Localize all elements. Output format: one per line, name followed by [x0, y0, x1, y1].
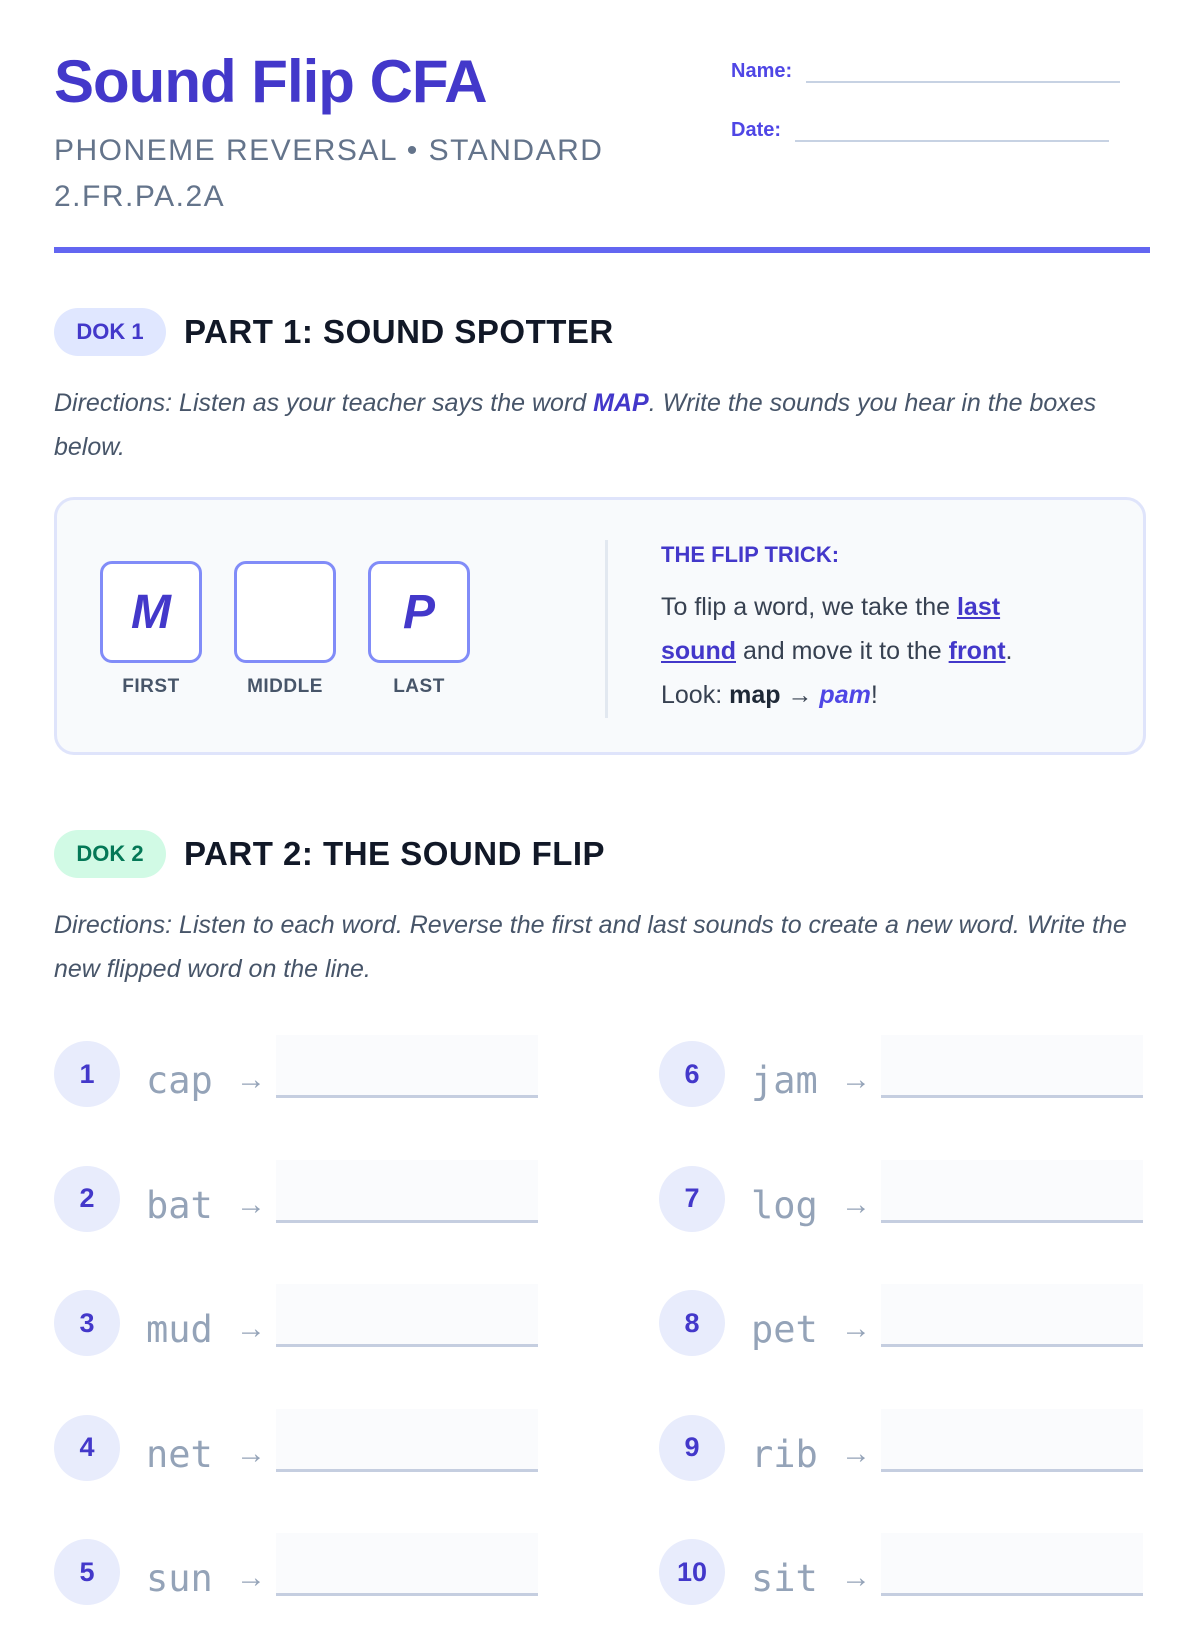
example-word: map: [729, 681, 781, 709]
item-number: 3: [54, 1290, 120, 1356]
page-title: Sound Flip CFA: [54, 48, 487, 115]
trick-last-sound: last sound: [661, 593, 1001, 665]
arrow-icon: →: [841, 1312, 871, 1345]
page-subtitle: PHONEME REVERSAL • STANDARD 2.FR.PA.2A: [54, 134, 604, 213]
answer-line[interactable]: [276, 1409, 538, 1472]
flip-item: [659, 1290, 1159, 1380]
part1-heading: [54, 308, 614, 356]
item-number: 10: [659, 1539, 725, 1605]
example-flipped-word: pam: [819, 681, 871, 709]
trick-text-3: .: [1005, 637, 1013, 665]
header-divider: [54, 247, 1150, 253]
item-word: sun: [146, 1557, 213, 1600]
arrow-icon: →: [236, 1561, 266, 1594]
flip-item: [659, 1539, 1159, 1629]
item-word: pet: [751, 1308, 818, 1351]
item-word: log: [751, 1183, 818, 1227]
arrow-icon: →: [236, 1436, 266, 1470]
part2-heading: [54, 830, 605, 878]
arrow-icon: →: [841, 1063, 871, 1096]
target-word: MAP: [593, 389, 649, 417]
item-number: 9: [659, 1415, 725, 1481]
trick-text-2: and move it to the: [736, 637, 949, 665]
answer-line[interactable]: [881, 1533, 1143, 1596]
dok2-badge: DOK 2: [54, 830, 166, 878]
flip-item: [54, 1290, 554, 1380]
last-sound-box[interactable]: P: [368, 561, 470, 663]
example-arrow: →: [780, 681, 820, 709]
name-field[interactable]: [806, 80, 1120, 83]
item-word: jam: [751, 1059, 818, 1102]
arrow-icon: →: [841, 1187, 871, 1221]
item-word: cap: [146, 1059, 213, 1102]
flip-trick-title: THE FLIP TRICK:: [661, 542, 840, 567]
arrow-icon: →: [841, 1436, 871, 1470]
first-sound-box[interactable]: M: [100, 561, 202, 663]
item-number: 6: [659, 1041, 725, 1107]
answer-line[interactable]: [276, 1035, 538, 1098]
trick-front: front: [948, 637, 1006, 665]
flip-item: [659, 1041, 1159, 1131]
panel-divider: [605, 540, 608, 718]
part2-directions: Directions: Listen to each word. Reverse the first and last sounds to create a new word. Write the new flipped word on the line.: [54, 911, 1127, 983]
date-row: [731, 119, 1109, 142]
item-number: 5: [54, 1539, 120, 1605]
part1-title: PART 1: SOUND SPOTTER: [184, 313, 614, 350]
last-label: LAST: [393, 676, 445, 697]
first-label: FIRST: [122, 676, 180, 697]
date-label: Date:: [731, 119, 782, 141]
answer-line[interactable]: [881, 1409, 1143, 1472]
item-number: 2: [54, 1166, 120, 1232]
flip-item: [659, 1166, 1159, 1256]
item-number: 4: [54, 1415, 120, 1481]
name-row: [731, 60, 1120, 83]
date-field[interactable]: [795, 139, 1109, 142]
answer-line[interactable]: [881, 1160, 1143, 1223]
middle-sound-box[interactable]: [234, 561, 336, 663]
part2-title: PART 2: THE SOUND FLIP: [184, 835, 606, 872]
item-word: bat: [146, 1183, 213, 1227]
answer-line[interactable]: [276, 1160, 538, 1223]
item-word: net: [146, 1432, 213, 1476]
answer-line[interactable]: [881, 1035, 1143, 1098]
item-word: rib: [751, 1432, 818, 1476]
trick-text-1: To flip a word, we take the: [661, 593, 957, 621]
flip-trick-text: [661, 585, 1081, 717]
item-number: 7: [659, 1166, 725, 1232]
answer-line[interactable]: [276, 1533, 538, 1596]
flip-item: [54, 1166, 554, 1256]
item-word: mud: [146, 1308, 213, 1351]
answer-line[interactable]: [881, 1284, 1143, 1347]
arrow-icon: →: [236, 1187, 266, 1221]
flip-item: [659, 1415, 1159, 1505]
arrow-icon: →: [236, 1312, 266, 1345]
name-label: Name:: [731, 60, 793, 82]
answer-line[interactable]: [276, 1284, 538, 1347]
item-number: 1: [54, 1041, 120, 1107]
sound-spotter-panel: [54, 497, 1146, 755]
flip-item: [54, 1415, 554, 1505]
middle-label: MIDDLE: [247, 676, 323, 697]
part1-directions-text: Directions: Listen as your teacher says the word: [54, 389, 594, 417]
flip-item: [54, 1041, 554, 1131]
part1-directions-text-end: . Write the sounds you hear in the boxes below.: [54, 389, 1097, 461]
flip-item: [54, 1539, 554, 1629]
arrow-icon: →: [236, 1063, 266, 1096]
trick-exclaim: !: [870, 681, 878, 709]
arrow-icon: →: [841, 1561, 871, 1594]
item-number: 8: [659, 1290, 725, 1356]
part1-directions: [54, 381, 1144, 469]
dok1-badge: DOK 1: [54, 308, 166, 356]
item-word: sit: [751, 1557, 818, 1600]
trick-look: Look:: [661, 681, 730, 709]
